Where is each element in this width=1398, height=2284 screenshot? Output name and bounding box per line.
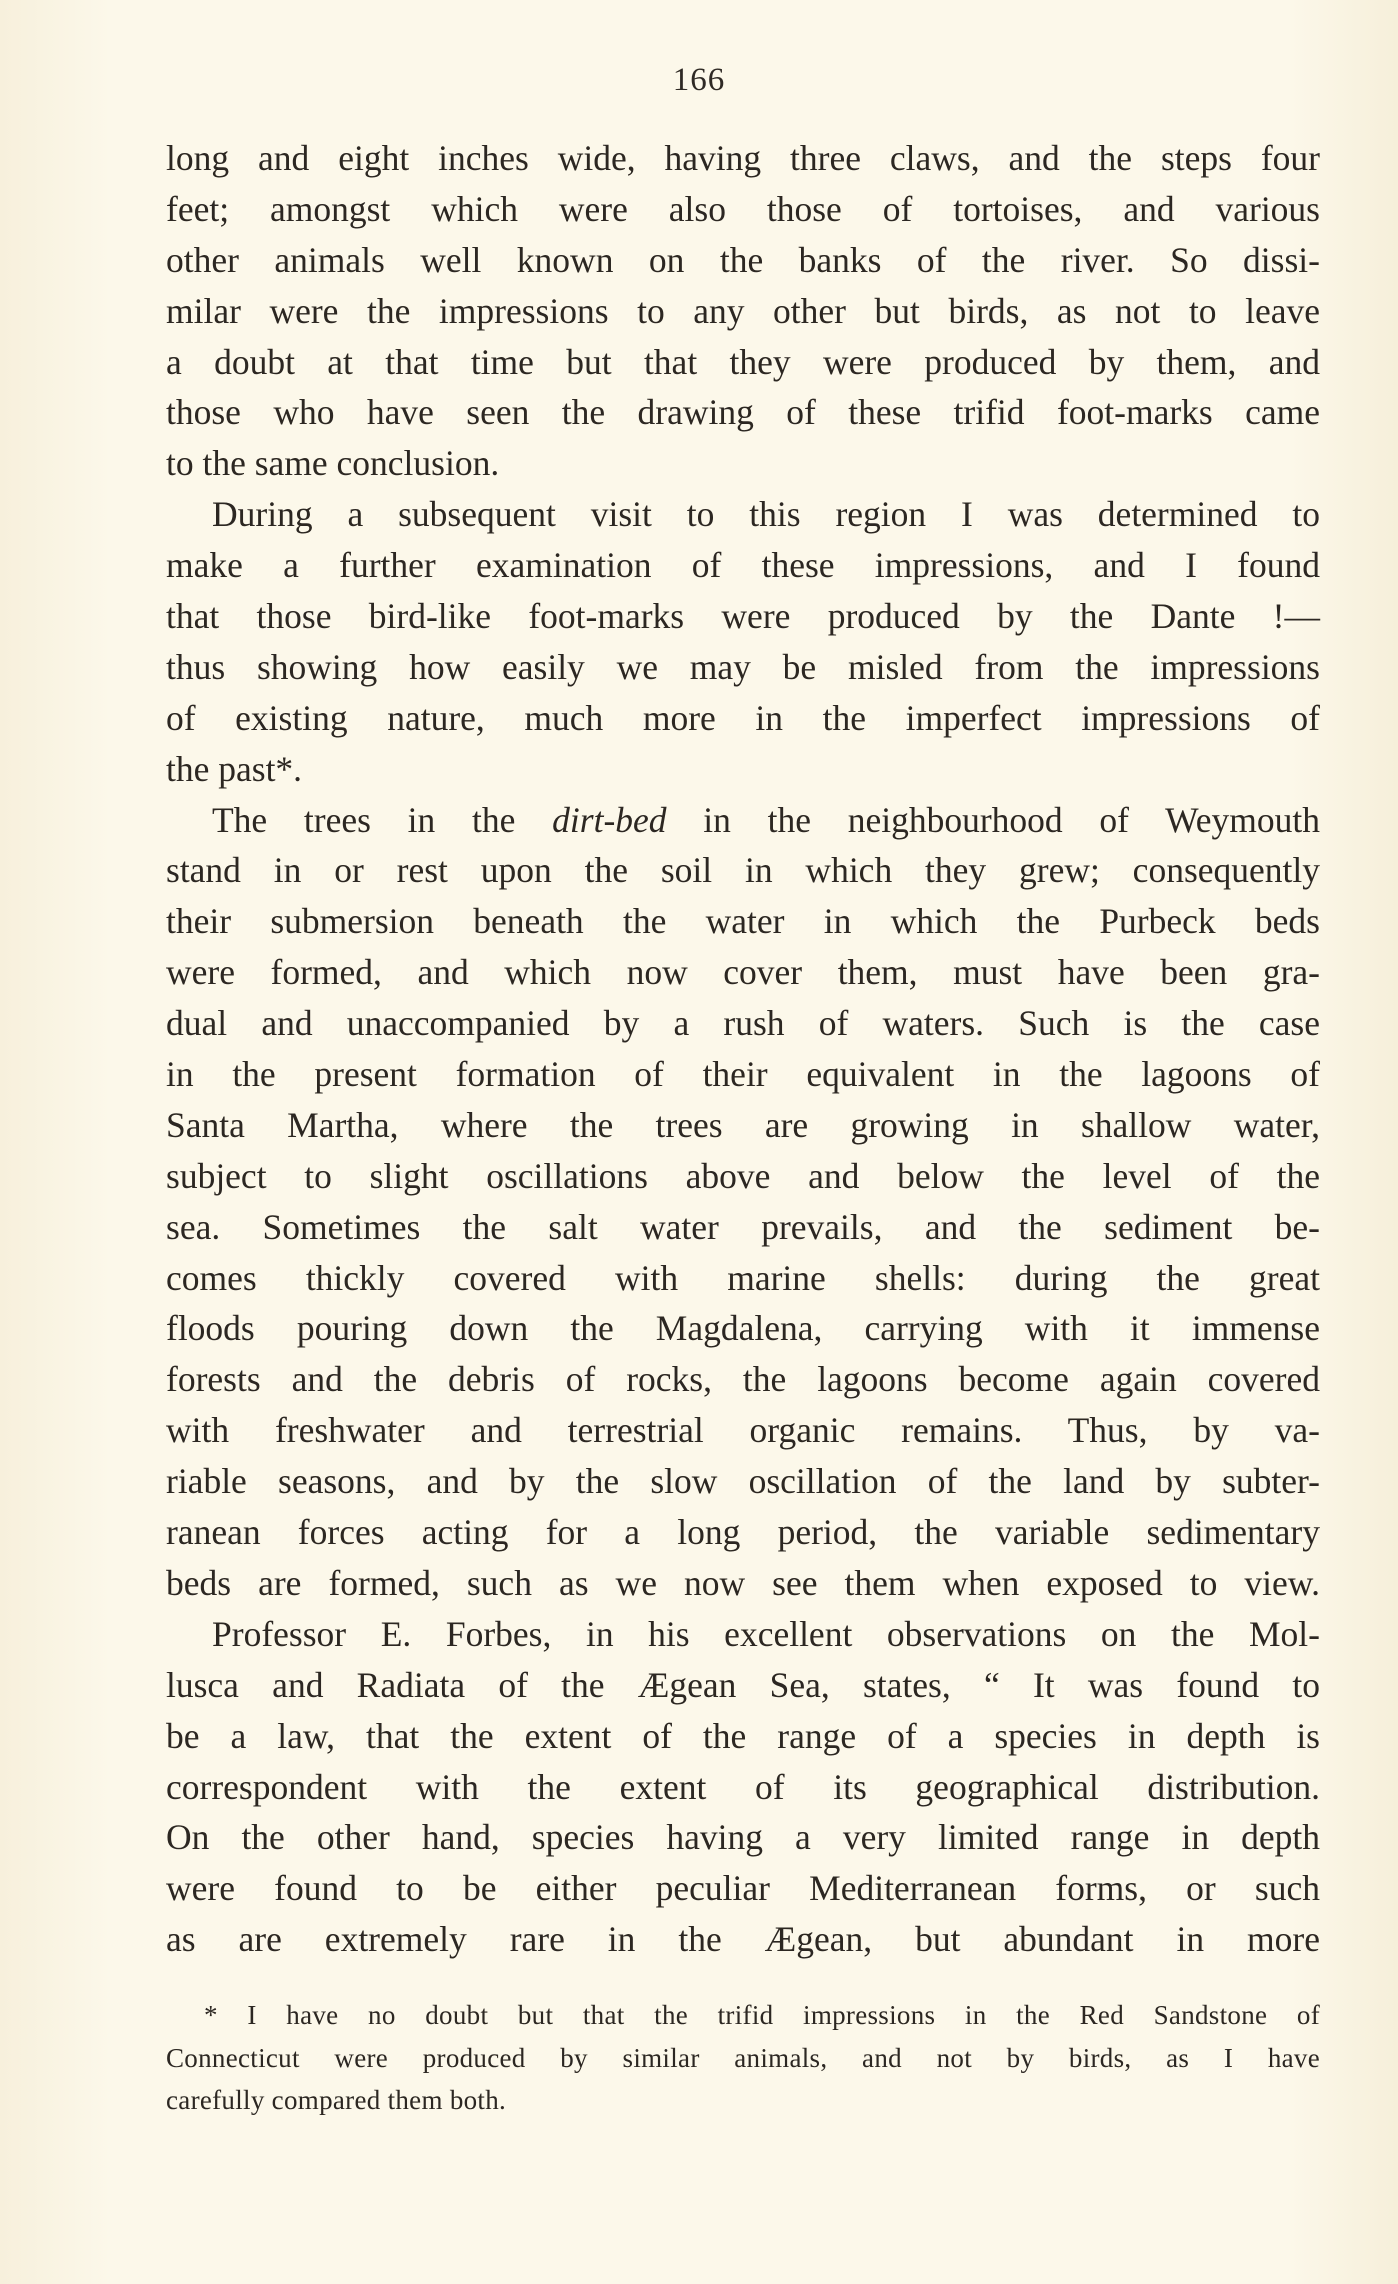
text-line: floods pouring down the Magdalena, carrying with it immense — [166, 1308, 1320, 1349]
text-line: feet; amongst which were also those of tortoises, and various — [166, 188, 1320, 229]
text-line: milar were the impressions to any other but birds, as not to leave — [166, 290, 1320, 331]
text-line: be a law, that the extent of the range of a species in depth is — [166, 1715, 1320, 1756]
text-line: with freshwater and terrestrial organic remains. Thus, by va- — [166, 1410, 1320, 1451]
text-line: their submersion beneath the water in which the Purbeck beds — [166, 901, 1320, 942]
body-text — [166, 133, 1320, 1965]
page-number: 166 — [672, 62, 726, 98]
footnote-line: Connecticut were produced by similar animals, and not by birds, as I have — [166, 2042, 1320, 2073]
text-line: thus showing how easily we may be misled from the impressions — [166, 646, 1320, 687]
text-line: those who have seen the drawing of these trifid foot-marks came — [166, 392, 1320, 433]
footnote — [166, 1994, 1320, 2122]
text-line: of existing nature, much more in the imperfect impressions of — [166, 697, 1320, 738]
text-line: long and eight inches wide, having three claws, and the steps four — [166, 138, 1320, 178]
text-line: sea. Sometimes the salt water prevails, and the sediment be- — [166, 1206, 1320, 1247]
text-line: that those bird-like foot-marks were produced by the Dante !— — [166, 596, 1320, 637]
text-line: beds are formed, such as we now see them when exposed to view. — [166, 1562, 1320, 1603]
footnote-line: * I have no doubt but that the trifid impressions in the Red Sandstone of — [204, 2000, 1320, 2030]
text-line: in the present formation of their equivalent in the lagoons of — [166, 1054, 1320, 1095]
text-line: stand in or rest upon the soil in which they grew; consequently — [166, 850, 1320, 891]
text-line: forests and the debris of rocks, the lagoons become again covered — [166, 1359, 1320, 1400]
text-line: During a subsequent visit to this region I was determined to — [212, 494, 1320, 535]
text-line: dual and unaccompanied by a rush of waters. Such is the case — [166, 1003, 1320, 1044]
text-line: ranean forces acting for a long period, the variable sedimentary — [166, 1512, 1320, 1553]
footnote-line: carefully compared them both. — [166, 2085, 507, 2115]
text-line: the past*. — [166, 748, 303, 789]
text-line: On the other hand, species having a very limited range in depth — [166, 1817, 1320, 1858]
text-line: comes thickly covered with marine shells: during the great — [166, 1257, 1320, 1298]
text-line: Professor E. Forbes, in his excellent observations on the Mol- — [212, 1613, 1320, 1654]
text-line: a doubt at that time but that they were produced by them, and — [166, 341, 1320, 382]
text-line: correspondent with the extent of its geographical distribution. — [166, 1766, 1320, 1807]
text-line: subject to slight oscillations above and below the level of the — [166, 1155, 1320, 1196]
text-line-with-italic: The trees in the dirt-bed in the neighbourhood of Weymouth — [212, 799, 1320, 840]
text-line: to the same conclusion. — [166, 443, 500, 484]
text-line: as are extremely rare in the Ægean, but abundant in more — [166, 1919, 1320, 1960]
text-line: make a further examination of these impressions, and I found — [166, 545, 1320, 586]
italic-term: dirt-bed — [552, 799, 667, 840]
text-line: other animals well known on the banks of the river. So dissi- — [166, 239, 1320, 280]
text-line: were formed, and which now cover them, must have been gra- — [166, 952, 1320, 993]
text-line: Santa Martha, where the trees are growing in shallow water, — [166, 1104, 1320, 1145]
text-line: riable seasons, and by the slow oscillation of the land by subter- — [166, 1461, 1320, 1502]
text-line: lusca and Radiata of the Ægean Sea, states, “ It was found to — [166, 1664, 1320, 1705]
text-line: were found to be either peculiar Mediterranean forms, or such — [166, 1868, 1320, 1909]
